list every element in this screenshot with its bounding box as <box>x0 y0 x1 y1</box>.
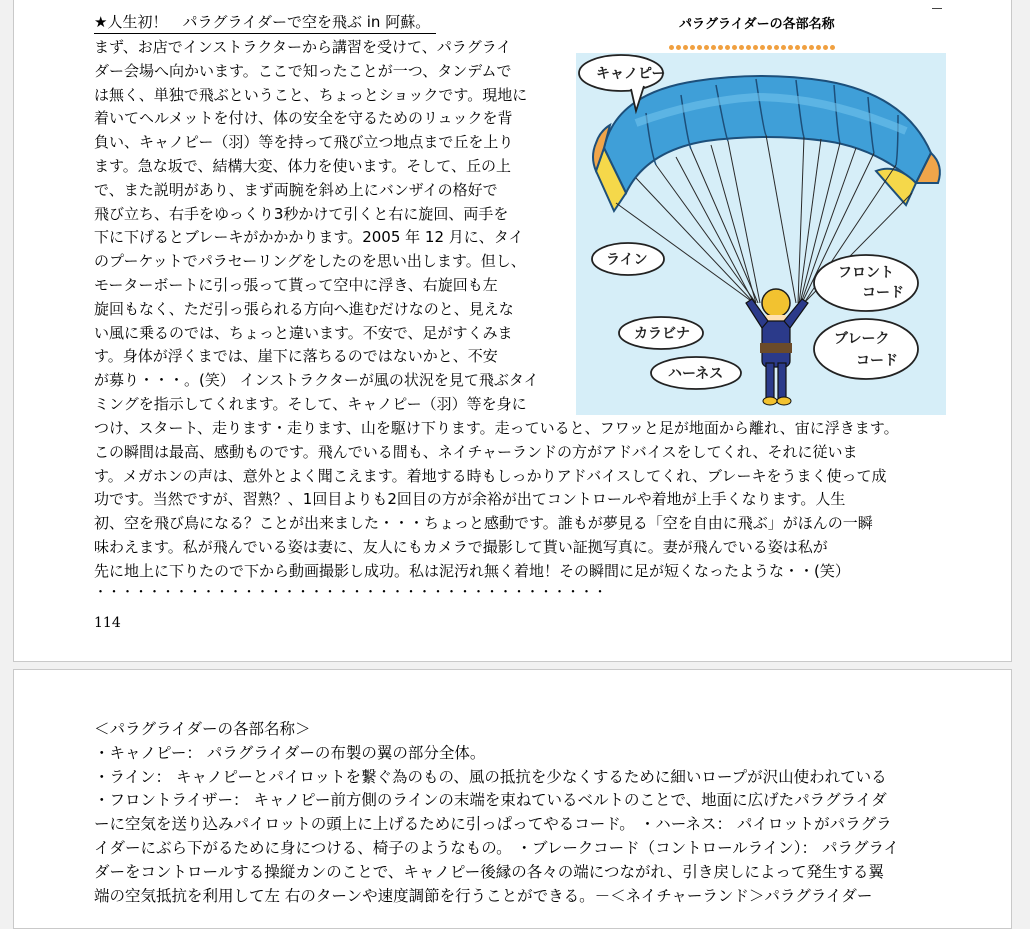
text-line: 味わえます。私が飛んでいる姿は妻に、友人にもカメラで撮影して貰い証拠写真に。妻が飛んでいる姿は私が <box>94 537 828 556</box>
harness <box>760 343 792 353</box>
text-line: モーターボートに引っ張って貰って空中に浮き、右旋回も左 <box>94 275 498 294</box>
label-line: ライン <box>606 252 648 268</box>
text-line: ダーをコントロールする操縦カンのことで、キャノピー後縁の各々の端につながれ、引き戻しによって発生する翼 <box>94 862 884 881</box>
document-page-1 <box>13 0 1012 662</box>
dotted-separator: ・・・・・・・・・・・・・・・・・・・・・・・・・・・・・・・・・・・・・・ <box>94 585 608 600</box>
label-front-cord-2: コード <box>862 285 904 301</box>
text-line: 先に地上に下りたので下から動画撮影し成功。私は泥汚れ無く着地！その瞬間に足が短くなったような・・(笑） <box>94 561 850 580</box>
text-line: ・キャノピー： パラグライダーの布製の翼の部分全体。 <box>94 743 486 762</box>
article-title: ★人生初！ パラグライダーで空を飛ぶ in 阿蘇。 <box>94 11 436 34</box>
label-canopy: キャノピー <box>596 66 666 82</box>
text-line: が募り・・・。(笑） インストラクターが風の状況を見て飛ぶタイ <box>94 371 539 390</box>
text-line: この瞬間は最高、感動ものです。飛んでいる間も、ネイチャーランドの方がアドバイスをしてくれ、それに従いま <box>94 442 858 461</box>
label-front-cord-1: フロント <box>838 265 894 281</box>
label-brake-cord-1: ブレーク <box>834 331 890 347</box>
text-line: 功です。当然ですが、習熟？、1回目よりも2回目の方が余裕が出てコントロールや着地が上手くなります。人生 <box>94 490 846 509</box>
text-line: い風に乗るのでは、ちょっと違います。不安で、足がすくみま <box>94 323 513 342</box>
document-page-2 <box>13 669 1012 929</box>
text-line: のプーケットでパラセーリングをしたのを思い出します。但し、 <box>94 252 526 271</box>
body-text-wrapped <box>94 36 574 417</box>
text-line: は無く、単独で飛ぶということ、ちょっとショックです。現地に <box>94 85 528 104</box>
glossary-heading: ＜パラグライダーの各部名称＞ <box>94 720 311 738</box>
text-line: まず、お店でインストラクターから講習を受けて、パラグライ <box>94 38 512 56</box>
text-line: イダーにぶら下がるために身につける、椅子のようなもの。 ・ブレークコード（コントロールライン）： パラグライ <box>94 838 900 857</box>
page-number: 114 <box>94 615 121 631</box>
paraglider-figure <box>574 11 952 417</box>
text-line: ます。急な坂で、結構大変、体力を使います。そして、丘の上 <box>94 156 512 175</box>
text-line: で、また説明があり、まず両腕を斜め上にバンザイの格好で <box>94 180 498 199</box>
text-line: 負い、キャノピー（羽）等を持って飛び立つ地点まで丘を上り <box>94 133 514 152</box>
text-line: つけ、スタート、走ります・走ります、山を駆け下ります。走っていると、フワッと足が地面から離れ、宙に浮きます。 <box>94 419 899 437</box>
text-line: 飛び立ち、右手をゆっくり3秒かけて引くと右に旋回、両手を <box>94 204 509 223</box>
text-line: 下に下げるとブレーキがかかかります。2005 年 12 月に、タイ <box>94 228 524 247</box>
text-line: 端の空気抵抗を利用して左 右のターンや速度調節を行うことができる。－＜ネイチャーランド＞パラグライダー <box>94 886 873 905</box>
figure-title-underline <box>669 35 837 54</box>
text-line: す。メガホンの声は、意外とよく聞こえます。着地する時もしっかりアドバイスしてくれ、ブレーキをうまく使って成 <box>94 466 887 485</box>
text-line: す。身体が浮くまでは、崖下に落ちるのではないかと、不安 <box>94 347 498 366</box>
text-line: ミングを指示してくれます。そして、キャノピー（羽）等を身に <box>94 394 527 413</box>
glossary-text <box>94 718 994 908</box>
text-line: ーに空気を送り込みパイロットの頭上に上げるために引っぱってやるコード。 ・ハーネス： パイロットがパラグラ <box>94 815 892 834</box>
label-harness: ハーネス <box>668 366 724 382</box>
label-brake-cord-2: コード <box>856 353 898 369</box>
text-line: ・ライン： キャノピーとパイロットを繋ぐ為のもの、風の抵抗を少なくするために細いロープが沢山使われている <box>94 767 887 786</box>
figure-title: パラグライダーの各部名称 <box>679 17 835 32</box>
text-line: ダー会場へ向かいます。ここで知ったことが一つ、タンデムで <box>94 61 512 80</box>
text-line: ・フロントライザー： キャノピー前方側のラインの末端を束ねているベルトのことで、地面に広げたパラグライダ <box>94 791 887 810</box>
body-text-full <box>94 417 994 584</box>
helmet <box>762 289 790 317</box>
paraglider-illustration <box>576 53 946 415</box>
page-mark <box>932 8 942 9</box>
text-line: 着いてヘルメットを付け、体の安全を守るためのリュックを背 <box>94 109 513 128</box>
label-carabiner: カラビナ <box>634 326 690 342</box>
text-line: 旋回もなく、ただ引っ張られる方向へ進むだけなのと、見えな <box>94 299 514 318</box>
text-line: 初、空を飛び鳥になる？ことが出来ました・・・ちょっと感動です。誰もが夢見る「空を自由に飛ぶ」がほんの一瞬 <box>94 514 873 533</box>
